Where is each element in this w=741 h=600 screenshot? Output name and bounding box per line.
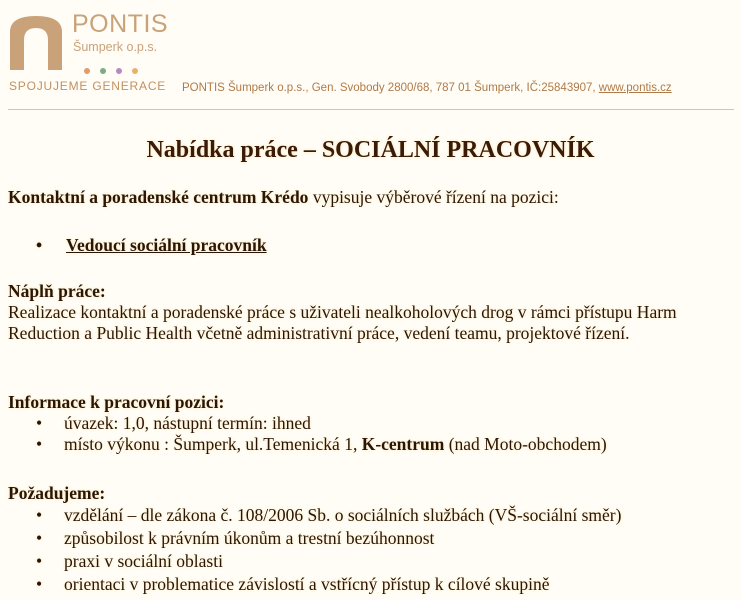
dot-orange	[84, 68, 90, 74]
napln-heading: Náplň práce:	[8, 281, 106, 301]
info-item-text: (nad Moto-obchodem)	[444, 434, 607, 454]
dot-yellow	[132, 68, 138, 74]
dot-purple	[116, 68, 122, 74]
requirements-section	[8, 483, 621, 596]
list-item: • vzdělání – dle zákona č. 108/2006 Sb. o sociálních službách (VŠ-sociální směr)	[36, 505, 622, 525]
intro-line	[8, 187, 559, 208]
logo-name: PONTIS	[72, 10, 169, 38]
info-item-text: místo výkonu : Šumperk, ul.Temenická 1,	[64, 434, 362, 454]
list-item: • místo výkonu : Šumperk, ul.Temenická 1, K-centrum (nad Moto-obchodem)	[36, 434, 607, 454]
position-item	[36, 235, 267, 256]
requirement-text: orientaci v problematice závislostí a vstřícný přístup k cílové skupině	[64, 574, 550, 594]
info-heading: Informace k pracovní pozici:	[8, 392, 225, 412]
k-centrum-label: K-centrum	[361, 434, 445, 454]
info-item-text: úvazek: 1,0, nástupní termín: ihned	[64, 413, 311, 433]
list-item: • způsobilost k právním úkonům a trestní bezúhonnost	[36, 528, 435, 548]
info-section	[8, 392, 607, 455]
intro-text: vypisuje výběrové řízení na pozici:	[308, 187, 559, 207]
position-label: Vedoucí sociální pracovník	[66, 235, 267, 255]
address-line	[182, 82, 672, 94]
list-item: • orientaci v problematice závislostí a vstřícný přístup k cílové skupině	[36, 574, 550, 594]
pontis-arch-logo-icon	[8, 14, 64, 70]
address-text: PONTIS Šumperk o.p.s., Gen. Svobody 2800/68, 787 01 Šumperk, IČ:25843907,	[182, 82, 599, 94]
organization-name: Kontaktní a poradenské centrum Krédo	[8, 187, 309, 207]
requirements-heading: Požadujeme:	[8, 483, 106, 503]
letterhead	[0, 0, 741, 112]
slogan: SPOJUJEME GENERACE	[9, 79, 167, 93]
website-link[interactable]: www.pontis.cz	[598, 82, 672, 94]
info-list	[36, 413, 607, 455]
requirement-text: způsobilost k právním úkonům a trestní bezúhonnost	[64, 528, 435, 548]
requirement-text: vzdělání – dle zákona č. 108/2006 Sb. o sociálních službách (VŠ-sociální směr)	[64, 505, 622, 525]
page-title: Nabídka práce – SOCIÁLNÍ PRACOVNÍK	[146, 137, 595, 163]
list-item: • praxi v sociální oblasti	[36, 551, 223, 571]
logo-dots	[84, 61, 148, 79]
requirements-list	[36, 504, 621, 596]
requirement-text: praxi v sociální oblasti	[64, 551, 223, 571]
bullet: •	[36, 235, 43, 255]
logo-subtitle: Šumperk o.p.s.	[73, 40, 158, 54]
dot-green	[100, 68, 106, 74]
header-divider	[8, 109, 734, 110]
napln-text: Realizace kontaktní a poradenské práce s uživateli nealkoholových drog v rámci přístupu Harm Reduction a Public Health včetně administrativní práce, vedení teamu, projektové řízení.	[8, 302, 677, 343]
list-item: • úvazek: 1,0, nástupní termín: ihned	[36, 413, 311, 433]
napln-section	[8, 281, 718, 344]
